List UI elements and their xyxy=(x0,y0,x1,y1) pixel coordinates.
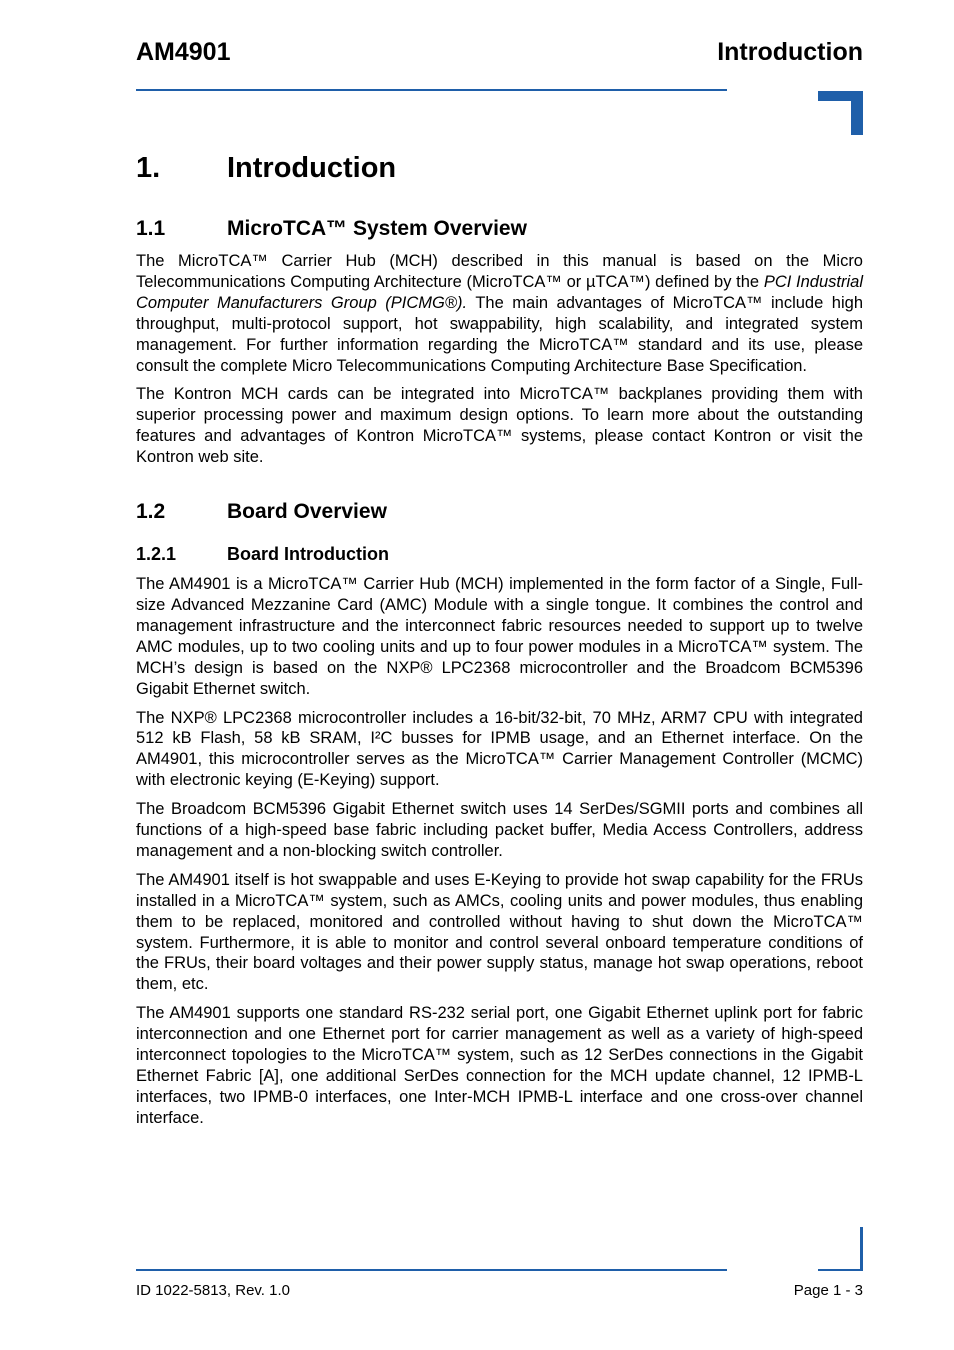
section-heading-1-1 xyxy=(136,216,863,242)
footer-rule xyxy=(136,1269,727,1271)
subsection-heading-1-2-1 xyxy=(136,543,863,565)
header-section: Introduction xyxy=(717,38,863,66)
header-rule xyxy=(136,89,727,91)
chapter-number: 1. xyxy=(136,152,161,184)
subsection-number: 1.2.1 xyxy=(136,544,177,565)
subsection-title: Board Introduction xyxy=(227,544,389,565)
page-content xyxy=(136,150,863,1129)
paragraph: The Kontron MCH cards can be integrated into MicroTCA™ backplanes providing them with superior processing power and maximum design options. To learn more about the outstanding features and advantages of Kontron MicroTCA™ systems, please contact Kontron or visit the Kontron web site. xyxy=(136,385,863,467)
header-product: AM4901 xyxy=(136,38,231,66)
paragraph xyxy=(136,251,863,376)
paragraph: The AM4901 supports one standard RS-232 serial port, one Gigabit Ethernet uplink port for fabric interconnection and one Ethernet port for carrier management as well as a variety of high-speed interconnect topologies to the MicroTCA™ system, such as 12 SerDes connections in the Gigabit Ethernet Fabric [A], one additional SerDes connection for the MCH update channel, 12 IPMB-L interfaces, two IPMB-0 interfaces, one Inter-MCH IPMB-L interface and one cross-over channel interface. xyxy=(136,1004,863,1127)
section-title: MicroTCA™ System Overview xyxy=(227,217,527,240)
paragraph-text: The main advantages of MicroTCA™ include high throughput, multi-protocol support, hot swappability, high scalability, and integrated system management. For further information regarding the MicroTCA™ standard and its use, please consult the complete Micro Telecommunications Computing Architecture Base Specification. xyxy=(136,293,863,375)
section-title: Board Overview xyxy=(227,500,387,524)
chapter-title: Introduction xyxy=(227,152,397,184)
footer-corner-rule xyxy=(818,1269,863,1271)
paragraph: The AM4901 is a MicroTCA™ Carrier Hub (MCH) implemented in the form factor of a Single, Full-size Advanced Mezzanine Card (AMC) Module with a single tongue. It combines the control and management infrastructure and the interconnect fabric resources needed to support up to twelve AMC modules, up to two cooling units and up to four power modules in a MicroTCA™ system. The MCH’s design is based on the NXP® LPC2368 microcontroller and the Broadcom BCM5396 Gigabit Ethernet switch. xyxy=(136,575,863,698)
paragraph: The NXP® LPC2368 microcontroller includes a 16-bit/32-bit, 70 MHz, ARM7 CPU with integrated 512 kB Flash, 58 kB SRAM, I²C busses for IPMB usage, and an Ethernet interface. On the AM4901, this microcontroller serves as the MicroTCA™ Carrier Management Controller (MCMC) with electronic keying (E-Keying) support. xyxy=(136,708,863,790)
section-heading-1-2 xyxy=(136,499,863,525)
footer-page-number: Page 1 - 3 xyxy=(793,1282,863,1299)
paragraph-text: The MicroTCA™ Carrier Hub (MCH) described in this manual is based on the Micro Telecommunications Computing Architecture (MicroTCA™ or µTCA™) defined by the xyxy=(136,252,863,291)
paragraph-italic-text: PCI Industrial Computer Manufacturers Group (PICMG®). xyxy=(136,272,863,312)
footer-corner-mark xyxy=(860,1227,863,1271)
paragraph: The AM4901 itself is hot swappable and uses E-Keying to provide hot swap capability for the FRUs installed in a MicroTCA™ system, such as AMCs, cooling units and power modules, thus enabling them to be replaced, monitored and controlled without having to shut down the MicroTCA™ system. Furthermore, it is able to monitor and control several onboard temperature conditions of the FRUs, their board voltages and their power supply status, manage hot swap operations, reboot them, etc. xyxy=(136,870,863,994)
header-corner-mark-vertical xyxy=(851,91,863,135)
section-number: 1.2 xyxy=(136,500,166,524)
paragraph: The Broadcom BCM5396 Gigabit Ethernet switch uses 14 SerDes/SGMII ports and combines all functions of a high-speed base fabric including packet buffer, Media Access Controllers, address management and a non-blocking switch controller. xyxy=(136,800,863,860)
section-number: 1.1 xyxy=(136,217,166,240)
chapter-heading xyxy=(136,150,863,186)
footer-doc-id: ID 1022-5813, Rev. 1.0 xyxy=(136,1282,290,1299)
